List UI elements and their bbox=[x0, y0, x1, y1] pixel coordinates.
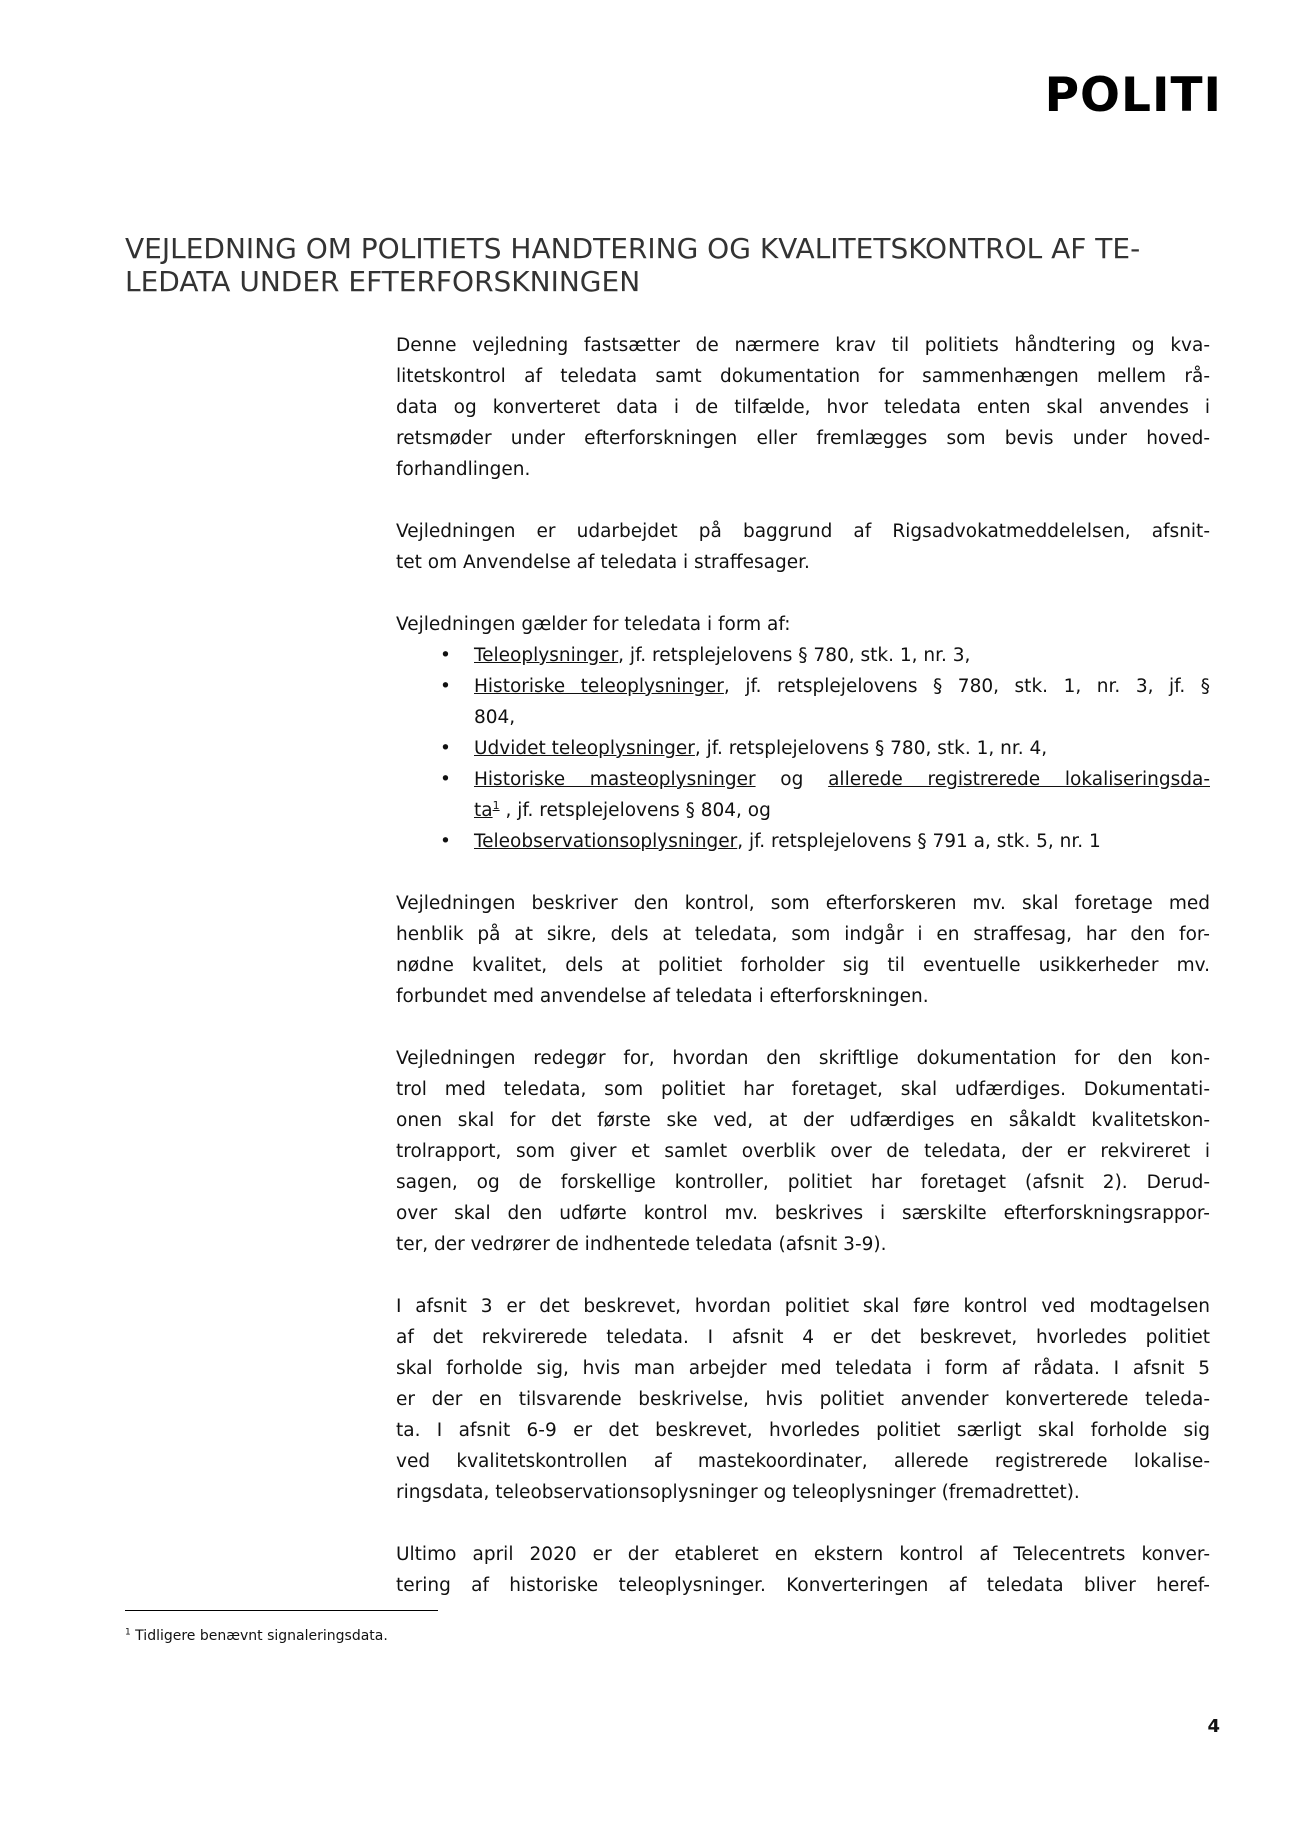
footnote-ref[interactable]: 1 bbox=[492, 798, 500, 812]
footnote-text: Tidligere benævnt signaleringsdata. bbox=[130, 1628, 388, 1644]
bullet-icon: • bbox=[440, 831, 451, 852]
text-line: onen skal for det første ske ved, at der udfærdiges en såkaldt kvalitetskon- bbox=[396, 1110, 1210, 1131]
title-line: VEJLEDNING OM POLITIETS HANDTERING OG KVALITETSKONTROL AF TE- bbox=[125, 232, 1141, 265]
text-line: skal forholde sig, hvis man arbejder med teledata i form af rådata. I afsnit 5 bbox=[396, 1358, 1210, 1379]
text-line: over skal den udførte kontrol mv. beskrives i særskilte efterforskningsrappor- bbox=[396, 1203, 1210, 1224]
text-line: trolrapport, som giver et samlet overblik over de teledata, der er rekvireret i bbox=[396, 1141, 1210, 1162]
list-item-text: , jf. retsplejelovens § 791 a, stk. 5, nr. 1 bbox=[737, 831, 1101, 852]
text-line: Vejledningen redegør for, hvordan den skriftlige dokumentation for den kon- bbox=[396, 1048, 1210, 1069]
text-line: ta. I afsnit 6-9 er det beskrevet, hvorledes politiet særligt skal forholde sig bbox=[396, 1420, 1210, 1441]
text-line: Denne vejledning fastsætter de nærmere krav til politiets håndtering og kva- bbox=[396, 335, 1210, 356]
page-number: 4 bbox=[1207, 1716, 1220, 1737]
text-line: I afsnit 3 er det beskrevet, hvordan politiet skal føre kontrol ved modtagelsen bbox=[396, 1296, 1210, 1317]
paragraph-basis bbox=[396, 516, 1210, 578]
bullet-icon: • bbox=[440, 676, 451, 697]
list-item-text: , jf. retsplejelovens § 780, stk. 1, nr. 3, jf. § bbox=[723, 676, 1211, 697]
paragraph-scope-intro bbox=[396, 609, 1210, 640]
footnote bbox=[125, 1627, 388, 1645]
list-item bbox=[396, 826, 1210, 857]
paragraph-control bbox=[396, 888, 1210, 1012]
text-line: nødne kvalitet, dels at politiet forholder sig til eventuelle usikkerheder mv. bbox=[396, 955, 1210, 976]
list-item bbox=[396, 764, 1210, 826]
paragraph-intro bbox=[396, 330, 1210, 485]
text-line: Vejledningen er udarbejdet på baggrund af Rigsadvokatmeddelelsen, afsnit- bbox=[396, 521, 1210, 542]
text-line: litetskontrol af teledata samt dokumentation for sammenhængen mellem rå- bbox=[396, 366, 1210, 387]
footnote-marker: 1 bbox=[125, 1627, 131, 1638]
text-line: forhandlingen. bbox=[396, 459, 531, 480]
text-line: retsmøder under efterforskningen eller fremlægges som bevis under hoved- bbox=[396, 428, 1210, 449]
list-item-continuation: 804, bbox=[474, 707, 516, 728]
historiske-masteoplysninger-link[interactable]: Historiske masteoplysninger bbox=[474, 769, 756, 790]
text-line: data og konverteret data i de tilfælde, hvor teledata enten skal anvendes i bbox=[396, 397, 1210, 418]
list-item bbox=[396, 733, 1210, 764]
text-line: henblik på at sikre, dels at teledata, som indgår i en straffesag, har den for- bbox=[396, 924, 1210, 945]
main-content bbox=[396, 330, 1210, 1632]
list-item bbox=[396, 671, 1210, 733]
text-line: Vejledningen beskriver den kontrol, som efterforskeren mv. skal foretage med bbox=[396, 893, 1210, 914]
text-line: tet om Anvendelse af teledata i straffesager. bbox=[396, 552, 810, 573]
text-line: sagen, og de forskellige kontroller, politiet har foretaget (afsnit 2). Derud- bbox=[396, 1172, 1210, 1193]
footnote-divider bbox=[125, 1610, 438, 1611]
udvidet-teleoplysninger-link[interactable]: Udvidet teleoplysninger bbox=[474, 738, 695, 759]
lokaliseringsdata-link[interactable]: allerede registrerede lokaliseringsda- bbox=[828, 769, 1210, 790]
text-line: trol med teledata, som politiet har foretaget, skal udfærdiges. Dokumentati- bbox=[396, 1079, 1210, 1100]
list-item-text: , jf. retsplejelovens § 780, stk. 1, nr. 3, bbox=[618, 645, 971, 666]
paragraph-sections bbox=[396, 1291, 1210, 1508]
list-item-text: og bbox=[755, 769, 829, 790]
lokaliseringsdata-link-cont[interactable]: ta bbox=[474, 800, 493, 821]
bullet-icon: • bbox=[440, 738, 451, 759]
bullet-icon: • bbox=[440, 769, 451, 790]
paragraph-external-control bbox=[396, 1539, 1210, 1601]
text-line: Vejledningen gælder for teledata i form af: bbox=[396, 614, 791, 635]
text-line: Ultimo april 2020 er der etableret en ekstern kontrol af Telecentrets konver- bbox=[396, 1544, 1210, 1565]
bullet-icon: • bbox=[440, 645, 451, 666]
page-title bbox=[125, 232, 1205, 298]
politi-logo: POLITI bbox=[1044, 68, 1222, 123]
text-line: er der en tilsvarende beskrivelse, hvis politiet anvender konverterede teleda- bbox=[396, 1389, 1210, 1410]
paragraph-documentation bbox=[396, 1043, 1210, 1260]
text-line: ter, der vedrører de indhentede teledata (afsnit 3-9). bbox=[396, 1234, 887, 1255]
teleobservationsoplysninger-link[interactable]: Teleobservationsoplysninger bbox=[474, 831, 738, 852]
list-item-text: , jf. retsplejelovens § 780, stk. 1, nr. 4, bbox=[694, 738, 1048, 759]
title-line: LEDATA UNDER EFTERFORSKNINGEN bbox=[125, 265, 641, 298]
text-line: ved kvalitetskontrollen af mastekoordinater, allerede registrerede lokalise- bbox=[396, 1451, 1210, 1472]
text-line: forbundet med anvendelse af teledata i efterforskningen. bbox=[396, 986, 929, 1007]
text-line: ringsdata, teleobservationsoplysninger og teleoplysninger (fremadrettet). bbox=[396, 1482, 1080, 1503]
teledata-list bbox=[396, 640, 1210, 857]
teleoplysninger-link[interactable]: Teleoplysninger bbox=[474, 645, 619, 666]
list-item-text: , jf. retsplejelovens § 804, og bbox=[499, 800, 771, 821]
list-item bbox=[396, 640, 1210, 671]
historiske-teleoplysninger-link[interactable]: Historiske teleoplysninger bbox=[474, 676, 724, 697]
text-line: af det rekvirerede teledata. I afsnit 4 er det beskrevet, hvorledes politiet bbox=[396, 1327, 1210, 1348]
text-line: tering af historiske teleoplysninger. Konverteringen af teledata bliver heref- bbox=[396, 1575, 1210, 1596]
